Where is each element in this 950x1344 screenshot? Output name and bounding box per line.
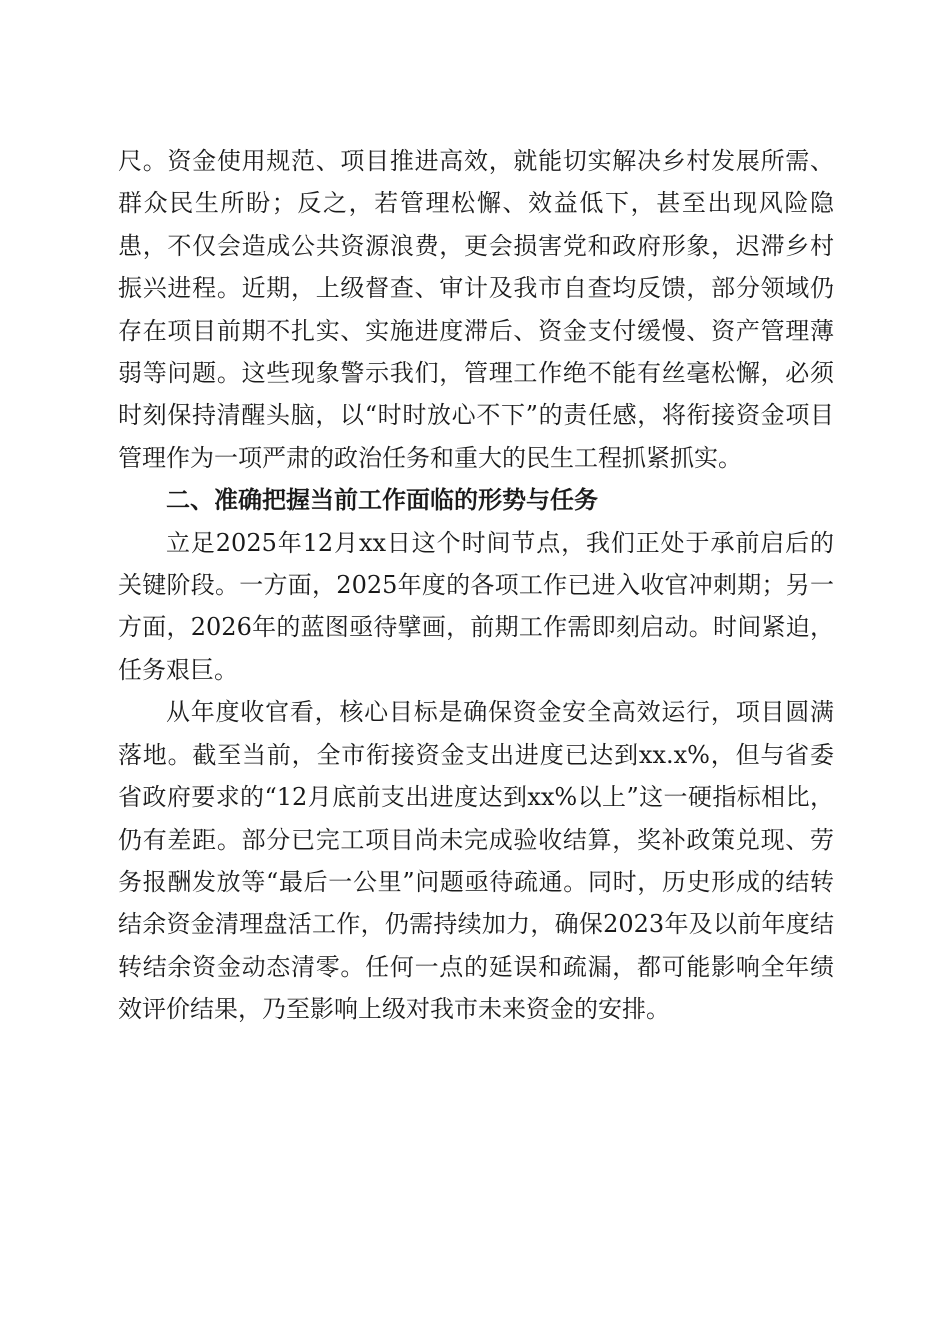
- paragraph-3: 从年度收官看，核心目标是确保资金安全高效运行，项目圆满落地。截至当前，全市衔接资金支出进度已达到xx.x%，但与省委省政府要求的“12月底前支出进度达到xx%以上”这一硬指标相比，仍有差距。部分已完工项目尚未完成验收结算，奖补政策兑现、劳务报酬发放等“最后一公里”问题亟待疏通。同时，历史形成的结转结余资金清理盘活工作，仍需持续加力，确保2023年及以前年度结转结余资金动态清零。任何一点的延误和疏漏，都可能影响全年绩效评价结果，乃至影响上级对我市未来资金的安排。: [118, 698, 834, 1024]
- document-body: [118, 140, 834, 1031]
- paragraph-2: 立足2025年12月xx日这个时间节点，我们正处于承前启后的关键阶段。一方面，2025年度的各项工作已进入收官冲刺期；另一方面，2026年的蓝图亟待擘画，前期工作需即刻启动。时间紧迫，任务艰巨。: [118, 528, 834, 684]
- paragraph-1: 尺。资金使用规范、项目推进高效，就能切实解决乡村发展所需、群众民生所盼；反之，若管理松懈、效益低下，甚至出现风险隐患，不仅会造成公共资源浪费，更会损害党和政府形象，迟滞乡村振兴进程。近期，上级督查、审计及我市自查均反馈，部分领域仍存在项目前期不扎实、实施进度滞后、资金支付缓慢、资产管理薄弱等问题。这些现象警示我们，管理工作绝不能有丝毫松懈，必须时刻保持清醒头脑，以“时时放心不下”的责任感，将衔接资金项目管理作为一项严肃的政治任务和重大的民生工程抓紧抓实。: [118, 147, 834, 472]
- section-heading-2: 二、准确把握当前工作面临的形势与任务: [166, 486, 598, 515]
